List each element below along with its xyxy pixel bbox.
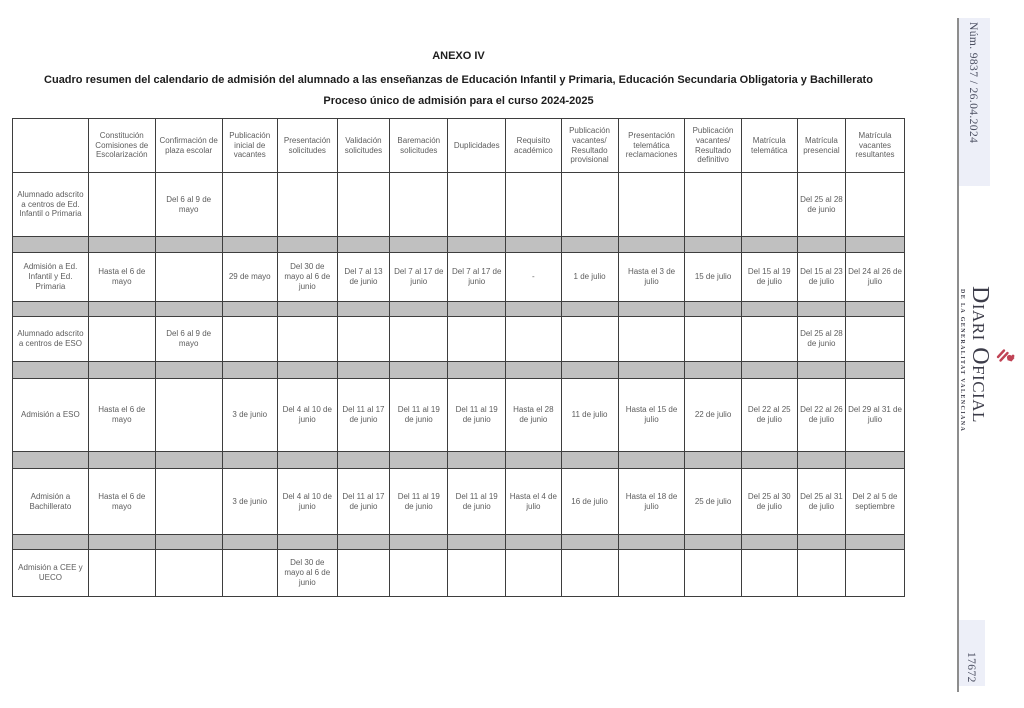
separator-cell xyxy=(448,362,506,379)
table-cell: Del 4 al 10 de junio xyxy=(277,469,337,535)
table-cell: Del 7 al 13 de junio xyxy=(337,253,390,302)
separator-cell xyxy=(506,237,561,253)
separator-cell xyxy=(797,535,845,550)
table-cell xyxy=(506,317,561,362)
table-cell xyxy=(155,550,222,597)
table-cell: Hasta el 4 de julio xyxy=(506,469,561,535)
table-cell: Del 4 al 10 de junio xyxy=(277,379,337,452)
table-cell xyxy=(88,173,155,237)
column-header: Publicación vacantes/ Resultado provisional xyxy=(561,119,618,173)
separator-cell xyxy=(846,237,905,253)
table-cell xyxy=(561,317,618,362)
separator-cell xyxy=(561,237,618,253)
separator-cell xyxy=(741,237,797,253)
separator-cell xyxy=(222,535,277,550)
table-cell xyxy=(741,550,797,597)
table-cell: Del 24 al 26 de julio xyxy=(846,253,905,302)
table-cell: Del 11 al 19 de junio xyxy=(390,379,448,452)
separator-cell xyxy=(618,237,685,253)
separator-cell xyxy=(741,362,797,379)
page-number-box xyxy=(959,620,985,686)
table-body xyxy=(13,173,905,597)
table-cell: Hasta el 6 de mayo xyxy=(88,469,155,535)
table-row xyxy=(13,469,905,535)
separator-row xyxy=(13,362,905,379)
table-cell: 29 de mayo xyxy=(222,253,277,302)
table-cell: Del 7 al 17 de junio xyxy=(448,253,506,302)
separator-row xyxy=(13,302,905,317)
separator-cell xyxy=(618,302,685,317)
separator-cell xyxy=(155,535,222,550)
separator-cell xyxy=(561,452,618,469)
column-header: Publicación vacantes/ Resultado definitivo xyxy=(685,119,741,173)
table-cell xyxy=(390,173,448,237)
page-title: Cuadro resumen del calendario de admisión del alumnado a las enseñanzas de Educación Infantil y Primaria, Educación Secundaria Obligatoria y Bachillerato xyxy=(44,74,873,86)
table-cell: Del 25 al 30 de julio xyxy=(741,469,797,535)
table-cell: Del 11 al 19 de junio xyxy=(448,379,506,452)
row-label: Admisión a ESO xyxy=(13,379,89,452)
table-cell: 3 de junio xyxy=(222,469,277,535)
separator-cell xyxy=(561,535,618,550)
separator-cell xyxy=(741,302,797,317)
separator-cell xyxy=(337,452,390,469)
table-cell: Del 22 al 25 de julio xyxy=(741,379,797,452)
table-cell: Del 11 al 17 de junio xyxy=(337,469,390,535)
column-header xyxy=(13,119,89,173)
table-cell: 1 de julio xyxy=(561,253,618,302)
table-cell: 11 de julio xyxy=(561,379,618,452)
separator-cell xyxy=(13,535,89,550)
table-cell xyxy=(155,469,222,535)
separator-cell xyxy=(685,535,741,550)
table-cell xyxy=(155,253,222,302)
column-header: Matrícula vacantes resultantes xyxy=(846,119,905,173)
separator-cell xyxy=(222,452,277,469)
separator-cell xyxy=(88,237,155,253)
separator-cell xyxy=(741,535,797,550)
column-header: Presentación telemática reclamaciones xyxy=(618,119,685,173)
separator-row xyxy=(13,237,905,253)
table-cell xyxy=(337,317,390,362)
separator-cell xyxy=(797,452,845,469)
table-cell: Del 11 al 17 de junio xyxy=(337,379,390,452)
table-cell xyxy=(88,550,155,597)
column-header: Publicación inicial de vacantes xyxy=(222,119,277,173)
table-cell xyxy=(88,317,155,362)
issue-box xyxy=(959,18,990,186)
table-cell xyxy=(741,317,797,362)
table-cell xyxy=(277,317,337,362)
separator-cell xyxy=(685,362,741,379)
header-row xyxy=(13,119,905,173)
table-cell: Hasta el 3 de julio xyxy=(618,253,685,302)
table-cell xyxy=(155,379,222,452)
separator-cell xyxy=(506,535,561,550)
separator-cell xyxy=(448,452,506,469)
issue-number: Núm. 9837 / 26.04.2024 xyxy=(967,22,979,144)
table-cell: Del 11 al 19 de junio xyxy=(390,469,448,535)
table-row xyxy=(13,379,905,452)
admission-calendar-table xyxy=(12,118,905,597)
column-header: Requisito académico xyxy=(506,119,561,173)
separator-cell xyxy=(88,362,155,379)
table-cell xyxy=(618,317,685,362)
column-header: Validación solicitudes xyxy=(337,119,390,173)
table-cell xyxy=(506,550,561,597)
table-cell: 16 de julio xyxy=(561,469,618,535)
table-cell: 3 de junio xyxy=(222,379,277,452)
separator-cell xyxy=(506,302,561,317)
separator-cell xyxy=(155,302,222,317)
table-cell: Del 25 al 28 de junio xyxy=(797,317,845,362)
column-header: Confirmación de plaza escolar xyxy=(155,119,222,173)
table-cell xyxy=(846,317,905,362)
annex-title: ANEXO IV xyxy=(432,50,485,62)
separator-cell xyxy=(88,452,155,469)
column-header: Duplicidades xyxy=(448,119,506,173)
row-label: Admisión a CEE y UECO xyxy=(13,550,89,597)
separator-cell xyxy=(506,452,561,469)
table-cell xyxy=(685,550,741,597)
column-header: Baremación solicitudes xyxy=(390,119,448,173)
row-label: Alumnado adscrito a centros de ESO xyxy=(13,317,89,362)
row-label: Alumnado adscrito a centros de Ed. Infantil o Primaria xyxy=(13,173,89,237)
row-label: Admisión a Ed. Infantil y Ed. Primaria xyxy=(13,253,89,302)
separator-cell xyxy=(618,362,685,379)
table-cell: - xyxy=(506,253,561,302)
separator-cell xyxy=(506,362,561,379)
separator-cell xyxy=(685,452,741,469)
separator-cell xyxy=(797,302,845,317)
separator-cell xyxy=(797,362,845,379)
column-header: Matrícula telemática xyxy=(741,119,797,173)
separator-cell xyxy=(337,362,390,379)
column-header: Constitución Comisiones de Escolarización xyxy=(88,119,155,173)
table-cell: Del 22 al 26 de julio xyxy=(797,379,845,452)
table-cell xyxy=(561,173,618,237)
separator-cell xyxy=(277,535,337,550)
table-cell xyxy=(337,173,390,237)
separator-cell xyxy=(390,362,448,379)
table-cell: 15 de julio xyxy=(685,253,741,302)
table-cell xyxy=(797,550,845,597)
table-cell xyxy=(685,317,741,362)
table-cell xyxy=(222,317,277,362)
table-row xyxy=(13,173,905,237)
separator-cell xyxy=(846,362,905,379)
table-cell xyxy=(222,173,277,237)
table-cell: Hasta el 28 de junio xyxy=(506,379,561,452)
separator-cell xyxy=(741,452,797,469)
separator-cell xyxy=(448,302,506,317)
table-row xyxy=(13,317,905,362)
table-cell: Hasta el 6 de mayo xyxy=(88,253,155,302)
table-cell: Del 29 al 31 de julio xyxy=(846,379,905,452)
separator-cell xyxy=(561,302,618,317)
separator-cell xyxy=(277,237,337,253)
column-header: Matrícula presencial xyxy=(797,119,845,173)
separator-cell xyxy=(846,452,905,469)
gva-emblem-icon xyxy=(995,347,1016,368)
table-cell: Del 30 de mayo al 6 de junio xyxy=(277,253,337,302)
table-cell: Del 15 al 19 de julio xyxy=(741,253,797,302)
table-cell: Del 25 al 31 de julio xyxy=(797,469,845,535)
table-cell: Del 2 al 5 de septiembre xyxy=(846,469,905,535)
table-cell: Hasta el 15 de julio xyxy=(618,379,685,452)
table-cell xyxy=(561,550,618,597)
separator-cell xyxy=(155,362,222,379)
table-row xyxy=(13,550,905,597)
table-cell: Del 6 al 9 de mayo xyxy=(155,317,222,362)
separator-cell xyxy=(685,302,741,317)
table-cell xyxy=(846,550,905,597)
table-cell xyxy=(741,173,797,237)
table-cell: Del 25 al 28 de junio xyxy=(797,173,845,237)
separator-row xyxy=(13,452,905,469)
admission-calendar-table-wrap xyxy=(12,118,905,597)
separator-cell xyxy=(618,535,685,550)
separator-cell xyxy=(390,452,448,469)
separator-cell xyxy=(846,302,905,317)
table-cell xyxy=(222,550,277,597)
separator-cell xyxy=(222,237,277,253)
table-cell: Del 30 de mayo al 6 de junio xyxy=(277,550,337,597)
separator-cell xyxy=(448,237,506,253)
table-cell: 25 de julio xyxy=(685,469,741,535)
table-cell xyxy=(448,173,506,237)
separator-cell xyxy=(846,535,905,550)
separator-cell xyxy=(337,237,390,253)
table-cell: Del 7 al 17 de junio xyxy=(390,253,448,302)
table-cell xyxy=(618,173,685,237)
table-cell xyxy=(390,317,448,362)
table-cell xyxy=(448,550,506,597)
table-cell xyxy=(448,317,506,362)
separator-cell xyxy=(222,362,277,379)
table-cell xyxy=(506,173,561,237)
table-cell xyxy=(277,173,337,237)
journal-subtitle: DE LA GENERALITAT VALENCIANA xyxy=(959,289,965,433)
separator-cell xyxy=(685,237,741,253)
separator-cell xyxy=(222,302,277,317)
page-subtitle: Proceso único de admisión para el curso 2024-2025 xyxy=(323,95,594,107)
page-number: 17672 xyxy=(965,652,977,683)
separator-cell xyxy=(13,452,89,469)
table-row xyxy=(13,253,905,302)
separator-cell xyxy=(155,452,222,469)
separator-cell xyxy=(155,237,222,253)
separator-cell xyxy=(88,302,155,317)
separator-cell xyxy=(448,535,506,550)
separator-cell xyxy=(277,362,337,379)
table-cell xyxy=(846,173,905,237)
table-cell xyxy=(618,550,685,597)
separator-cell xyxy=(13,362,89,379)
separator-cell xyxy=(277,452,337,469)
title-block xyxy=(12,50,905,107)
table-cell xyxy=(685,173,741,237)
table-cell: Hasta el 18 de julio xyxy=(618,469,685,535)
separator-cell xyxy=(277,302,337,317)
table-cell: 22 de julio xyxy=(685,379,741,452)
table-head xyxy=(13,119,905,173)
separator-cell xyxy=(337,535,390,550)
row-label: Admisión a Bachillerato xyxy=(13,469,89,535)
separator-cell xyxy=(618,452,685,469)
separator-cell xyxy=(390,302,448,317)
separator-cell xyxy=(337,302,390,317)
separator-cell xyxy=(88,535,155,550)
table-cell xyxy=(337,550,390,597)
column-header: Presentación solicitudes xyxy=(277,119,337,173)
table-cell: Hasta el 6 de mayo xyxy=(88,379,155,452)
separator-cell xyxy=(13,302,89,317)
separator-cell xyxy=(390,237,448,253)
table-cell: Del 11 al 19 de junio xyxy=(448,469,506,535)
table-cell: Del 6 al 9 de mayo xyxy=(155,173,222,237)
table-cell xyxy=(390,550,448,597)
separator-row xyxy=(13,535,905,550)
separator-cell xyxy=(797,237,845,253)
separator-cell xyxy=(390,535,448,550)
separator-cell xyxy=(561,362,618,379)
journal-title: Diari Oficial xyxy=(967,286,993,423)
separator-cell xyxy=(13,237,89,253)
table-cell: Del 15 al 23 de julio xyxy=(797,253,845,302)
